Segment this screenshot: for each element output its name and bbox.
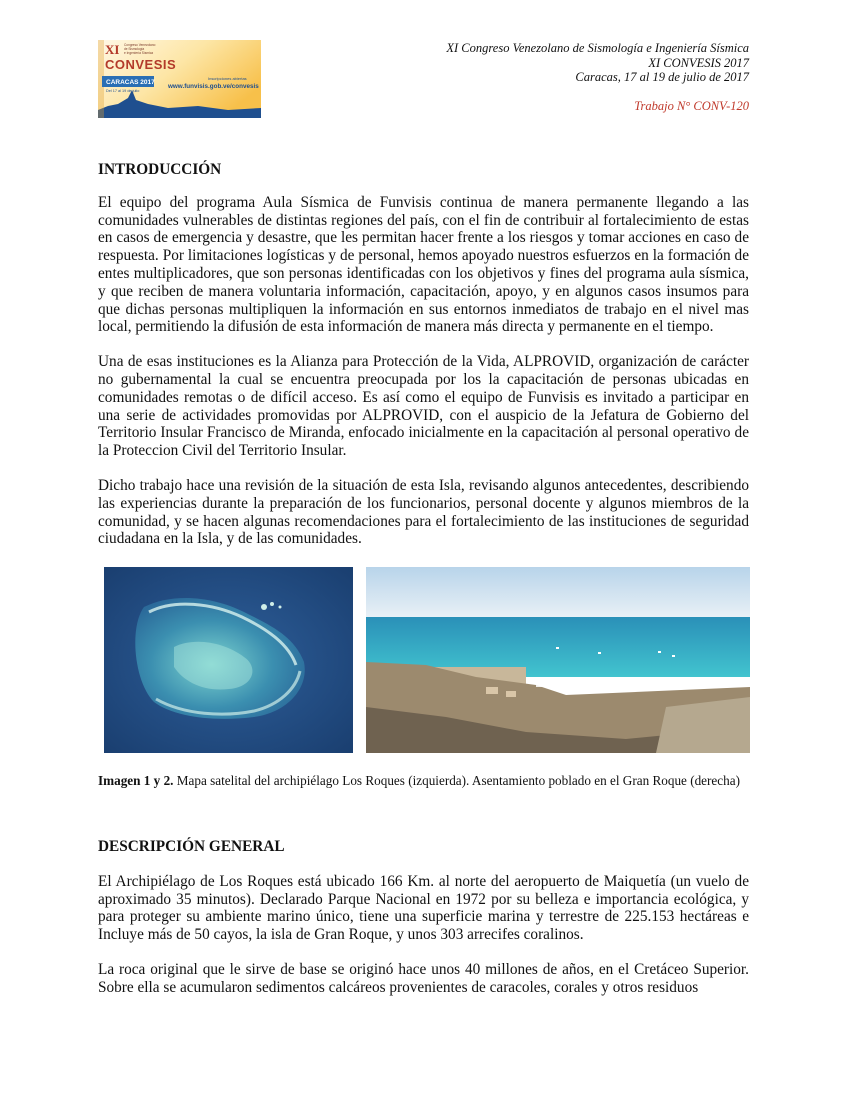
logo-xi: XI: [105, 42, 120, 57]
convesis-logo: [98, 40, 261, 118]
conference-header: [446, 41, 749, 113]
caption-text: Mapa satelital del archipiélago Los Roques (izquierda). Asentamiento poblado en el Gran Roque (derecha): [173, 773, 740, 788]
intro-paragraph-3: Dicho trabajo hace una revisión de la situación de esta Isla, revisando algunos antecedentes, describiendo las experiencias durante la preparación de los funcionarios, personal docente y algunos miembros de la comunidad, y se hacen algunas recomendaciones para el fortalecimiento de las instituciones de seguridad ciudadana en la Isla, y de las comunidades.: [98, 476, 749, 548]
description-paragraph-1: El Archipiélago de Los Roques está ubicado 166 Km. al norte del aeropuerto de Maiquetía (un vuelo de aproximado 35 minutos). Declarado Parque Nacional en 1972 por su belleza e importancia ecológica, y para proteger su ambiente marino único, tiene una superficie marina y terrestre de 225.153 hectáreas e Incluye más de 50 cayos, la isla de Gran Roque, y unos 303 arrecifes coralinos.: [98, 872, 749, 944]
introduction-section: [98, 161, 749, 548]
gran-roque-photo: [366, 567, 750, 753]
intro-paragraph-1: El equipo del programa Aula Sísmica de Funvisis continua de manera permanente llegando a las comunidades vulnerables de distintas regiones del país, con el fin de contribuir al fortalecimiento de estas en casos de emergencia y desastre, que les permitan hacer frente a los riesgos y tomar acciones en caso de respuesta. Por limitaciones logísticas y de personal, hemos apoyado nuestros esfuerzos en la formación de entes multiplicadores, que son personas identificadas con los objetivos y fines del programa aula sísmica, y que reciben de manera voluntaria información, capacitación, apoyo, y en algunos casos insumos para que dichas personas multipliquen la información en sus entornos inmediatos de trabajo en el nivel mas local, permitiendo la difusión de esta información de manera más directa y permanente en el tiempo.: [98, 193, 749, 336]
caption-label: Imagen 1 y 2.: [98, 773, 174, 788]
intro-paragraph-2: Una de esas instituciones es la Alianza para Protección de la Vida, ALPROVID, organización de carácter no gubernamental la cual se encuentra preocupada por los la capacitación de personas ubicadas en comunidades remotas o de difícil acceso. Es así como el equipo de Funvisis es invitado a participar en una serie de actividades promovidas por ALPROVID, con el auspicio de la Jefatura de Gobierno del Territorio Insular Francisco de Miranda, enfocado inicialmente en la capacitación al personal operativo de la Proteccion Civil del Territorio Insular.: [98, 353, 749, 460]
intro-heading: INTRODUCCIÓN: [98, 161, 222, 178]
paper-number: Trabajo N° CONV-120: [634, 98, 749, 113]
logo-city: CARACAS 2017: [106, 79, 155, 86]
header-line-1: XI Congreso Venezolano de Sismología e Ingeniería Sísmica: [446, 41, 749, 55]
logo-inscripciones: Inscripciones abiertas: [208, 76, 247, 81]
header-line-2: XI CONVESIS 2017: [648, 55, 749, 70]
logo-subtitle-3: e Ingeniería Sísmica: [124, 51, 154, 55]
description-paragraph-2: La roca original que le sirve de base se originó hace unos 40 millones de años, en el Cretáceo Superior. Sobre ella se acumularon sedimentos calcáreos provenientes de caracoles, corales y otros residuos: [98, 960, 749, 996]
satellite-map-image: [104, 567, 353, 753]
logo-dates: Del 17 al 19 de julio: [106, 89, 140, 93]
description-heading: DESCRIPCIÓN GENERAL: [98, 838, 285, 855]
figure-caption: [98, 773, 749, 789]
logo-subtitle-1: Congreso Venezolano: [124, 43, 156, 47]
logo-subtitle-2: de Sismología: [124, 47, 145, 51]
logo-url: www.funvisis.gob.ve/convesis: [168, 83, 259, 90]
logo-convesis: CONVESIS: [105, 57, 177, 72]
header-line-3: Caracas, 17 al 19 de julio de 2017: [575, 70, 749, 84]
convesis-logo-graphic: [98, 40, 261, 118]
general-description-section: [98, 838, 749, 997]
